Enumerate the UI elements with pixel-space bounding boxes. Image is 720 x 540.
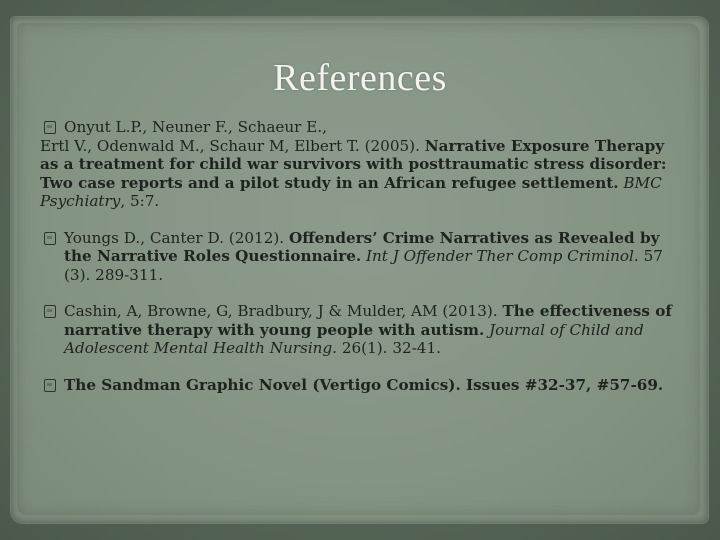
reference-title: The effectiveness of narrative therapy with young people with autism.: [64, 302, 672, 339]
square-bullet-icon: [44, 232, 56, 245]
reference-details: 26(1). 32-41.: [337, 339, 441, 357]
square-bullet-icon: [44, 305, 56, 318]
reference-body: [40, 137, 684, 211]
reference-title: The Sandman Graphic Novel (Vertigo Comics). Issues #32-37, #57-69.: [64, 375, 664, 394]
reference-authors-continued: Ertl V., Odenwald M., Schaur M, Elbert T. (2005).: [40, 136, 420, 155]
reference-item: [40, 118, 684, 211]
reference-item: [44, 229, 684, 285]
reference-details: . 57 (3). 289-311.: [64, 247, 663, 284]
reference-journal: BMC Psychiatry: [40, 173, 662, 210]
square-bullet-icon: [44, 379, 56, 392]
reference-title: Offenders’ Crime Narratives as Revealed by the Narrative Roles Questionnaire.: [64, 228, 660, 265]
square-bullet-icon: [44, 121, 56, 134]
reference-authors: Youngs D., Canter D. (2012).: [64, 228, 285, 247]
reference-journal: Int J Offender Ther Comp Criminol: [366, 247, 634, 265]
reference-item: [44, 376, 684, 395]
reference-title: Narrative Exposure Therapy as a treatment for child war survivors with posttraumatic stress disorder: Two case reports and a pilot study in an African refugee settlement.: [40, 136, 667, 192]
reference-list: [40, 118, 684, 394]
reference-details: , 5:7.: [120, 192, 160, 210]
slide-title: References: [273, 57, 447, 99]
reference-authors: Onyut L.P., Neuner F., Schaeur E.,: [64, 118, 327, 136]
reference-item: [44, 302, 684, 358]
reference-authors: Cashin, A, Browne, G, Bradbury, J & Mulder, AM (2013).: [64, 302, 498, 320]
reference-journal: Journal of Child and Adolescent Mental Health Nursing.: [64, 320, 644, 357]
